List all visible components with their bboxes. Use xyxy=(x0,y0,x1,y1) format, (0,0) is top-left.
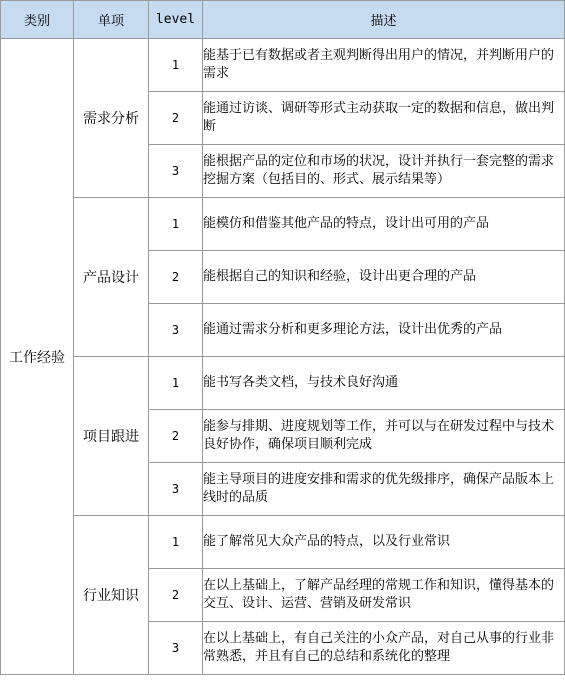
table-row xyxy=(1,39,565,92)
level-cell: 3 xyxy=(149,304,203,357)
level-cell: 2 xyxy=(149,92,203,145)
category-cell: 工作经验 xyxy=(1,39,74,675)
level-cell: 3 xyxy=(149,145,203,198)
description-cell: 在以上基础上，有自己关注的小众产品，对自己从事的行业非常熟悉，并且有自己的总结和系统化的整理 xyxy=(203,622,565,675)
description-cell: 能模仿和借鉴其他产品的特点，设计出可用的产品 xyxy=(203,198,565,251)
description-cell: 能了解常见大众产品的特点，以及行业常识 xyxy=(203,516,565,569)
description-cell: 能根据产品的定位和市场的状况，设计并执行一套完整的需求挖掘方案（包括目的、形式、展示结果等） xyxy=(203,145,565,198)
description-cell: 能基于已有数据或者主观判断得出用户的情况，并判断用户的需求 xyxy=(203,39,565,92)
header-item: 单项 xyxy=(74,1,149,39)
description-cell: 能参与排期、进度规划等工作，并可以与在研发过程中与技术良好协作，确保项目顺利完成 xyxy=(203,410,565,463)
table-row xyxy=(1,198,565,251)
description-cell: 能根据自己的知识和经验，设计出更合理的产品 xyxy=(203,251,565,304)
level-cell: 1 xyxy=(149,516,203,569)
level-cell: 2 xyxy=(149,251,203,304)
level-cell: 2 xyxy=(149,569,203,622)
item-cell-project-followup: 项目跟进 xyxy=(74,357,149,516)
level-cell: 1 xyxy=(149,39,203,92)
item-cell-industry-knowledge: 行业知识 xyxy=(74,516,149,675)
level-cell: 3 xyxy=(149,622,203,675)
item-cell-requirement-analysis: 需求分析 xyxy=(74,39,149,198)
level-cell: 3 xyxy=(149,463,203,516)
level-cell: 2 xyxy=(149,410,203,463)
description-cell: 能书写各类文档，与技术良好沟通 xyxy=(203,357,565,410)
level-cell: 1 xyxy=(149,198,203,251)
description-cell: 能通过需求分析和更多理论方法，设计出优秀的产品 xyxy=(203,304,565,357)
header-level: level xyxy=(149,1,203,39)
table-row xyxy=(1,516,565,569)
description-cell: 在以上基础上，了解产品经理的常规工作和知识，懂得基本的交互、设计、运营、营销及研发常识 xyxy=(203,569,565,622)
table-header-row xyxy=(1,1,565,39)
header-description: 描述 xyxy=(203,1,565,39)
table-row xyxy=(1,357,565,410)
description-cell: 能通过访谈、调研等形式主动获取一定的数据和信息，做出判断 xyxy=(203,92,565,145)
description-cell: 能主导项目的进度安排和需求的优先级排序，确保产品版本上线时的品质 xyxy=(203,463,565,516)
item-cell-product-design: 产品设计 xyxy=(74,198,149,357)
level-cell: 1 xyxy=(149,357,203,410)
header-category: 类别 xyxy=(1,1,74,39)
